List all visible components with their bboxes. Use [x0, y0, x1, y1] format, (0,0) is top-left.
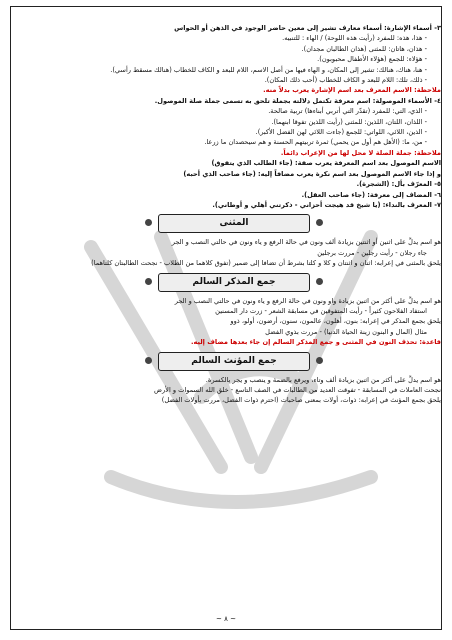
text-line: - اللذان، اللتان، اللذين: للمثنى (رأيت اللذين تفوقا ابنهما).: [271, 117, 427, 126]
section-heading: جمع المؤنث السالم: [158, 352, 310, 371]
section-heading: المثنى: [158, 214, 310, 233]
text-line: - هنا، هناك، هنالك: تشير إلى المكان، و الهاء فيها من أصل الاسم، اللام للبعد و الكاف للخطاب (هنالك مسقط رأسي).: [110, 65, 427, 74]
document-body: [27, 23, 441, 406]
text-line: نجحت العاملات في المسابقة - تفوقت العديد من الطالبات في الصف التاسع - خلق الله السموات و الأرض: [154, 385, 441, 394]
text-line: ٣- أسماء الإشارة: أسماء معارف تشير إلى معين حاضر الوجود في الذهن أو الحواس: [174, 24, 441, 32]
text-line: يلحق بجمع المؤنث في إعرابه: ذوات، أولات بمعنى صاحبات (احترم ذوات الفضل، مررت بأولات الفضل): [161, 396, 441, 405]
page-number: ~ ٨ ~: [216, 615, 236, 623]
text-line: ٧- المعرف بالنداء: (يا شيخ قد هيجت أحزاني - ذكرتني أهلي و أوطاني).: [212, 200, 441, 209]
text-line: يلحق بجمع المذكر في إعرابه: بنون، أهلون، عالمون، سنون، أرضون، أولو، ذوو: [230, 317, 441, 326]
text-line: استفاد الفلاحون كثيراً - رأيت المتفوقين في مسابقة الشعر - زرت دار المسنين: [215, 306, 427, 315]
text-line: مثال (المال و البنون زينة الحياة الدنيا) - مررت بذوي الفضل: [265, 327, 427, 336]
text-line: - هذان، هاتان: للمثنى (هذان الطالبان مجدان).: [301, 44, 427, 53]
text-line: - ذلك، تلك: اللام للبعد و الكاف للخطاب (أحب ذلك المكان).: [264, 76, 427, 85]
text-line: و إذا جاء الاسم الموصول بعد اسم نكرة يعرب مضافاً إليه: (جاء صاحب الذي أحبه): [183, 169, 441, 178]
text-line: ٤- الأسماء الموصولة: اسم معرفة تكتمل دلالته بجملة تلحق به تسمى جملة صلة الموصول.: [154, 96, 441, 105]
text-line: - هؤلاء: للجمع (هؤلاء الأطفال محبوبون).: [317, 55, 427, 64]
text-line: ملاحظة: جملة الصلة لا محل لها من الإعراب دائماً.: [280, 148, 441, 157]
page-frame: [10, 6, 442, 630]
text-line: ٥- المعرّف بأل: (الشجرة).: [356, 180, 441, 189]
text-line: - هذا، هذه: للمفرد (رأيت هذه اللوحة) / الهاء : للتنبيه.: [282, 34, 427, 43]
text-line: قاعدة: تحذف النون في المثنى و جمع المذكر السالم إن جاء بعدها مضاف إليه.: [191, 338, 441, 347]
section-heading: جمع المذكر السالم: [158, 273, 310, 292]
text-line: الاسم الموصول بعد اسم المعرفة يعرب صفة: (جاء الطالب الذي يتفوق): [211, 159, 441, 168]
text-line: جاء رجلان - رأيت رجلين - مررت برجلين: [317, 248, 427, 257]
text-line: هو اسم يدلُّ على اثنين أو اثنتين بزيادة ألف ونون في حالة الرفع و ياء ونون في حالتي النصب و الجر: [171, 238, 441, 247]
text-line: ٦- المضاف إلى معرفة: (جاء صاحب العقل).: [301, 190, 441, 199]
text-line: - من، ما: (الأهل هم أول من يحمي) ثمرة تربيتهم الحسنة و هم سيحصدان ما زرعا.: [204, 138, 427, 147]
text-line: يلحق بالمثنى في إعرابه: اثنان و اثنتان و كلا و كلتا بشرط أن تضافا إلى ضمير (تفوق كلاهما من الطلاب - نجحت الطالبتان كلتاهما): [91, 259, 441, 268]
text-line: هو اسم يدلُّ على أكثر من اثنين بزيادة ألف وتاء، ويرفع بالضمة و ينصب و يجر بالكسرة.: [205, 375, 441, 384]
text-line: ملاحظة: الاسم المعرف بعد اسم الإشارة يعرب بدلاً منه.: [263, 86, 441, 95]
text-line: هو اسم يدلُّ على أكثر من اثنين بزيادة واو ونون في حالة الرفع و ياء ونون في حالتي النصب و الجر: [174, 296, 441, 305]
text-line: - الذين، اللائي، اللواتي: للجمع (جاءت اللائي لهن الفضل الأكبر).: [255, 128, 427, 137]
text-line: - الذي، التي: للمفرد (تقدّر التي أتربي أبناءها) تربية صالحة.: [268, 107, 427, 116]
